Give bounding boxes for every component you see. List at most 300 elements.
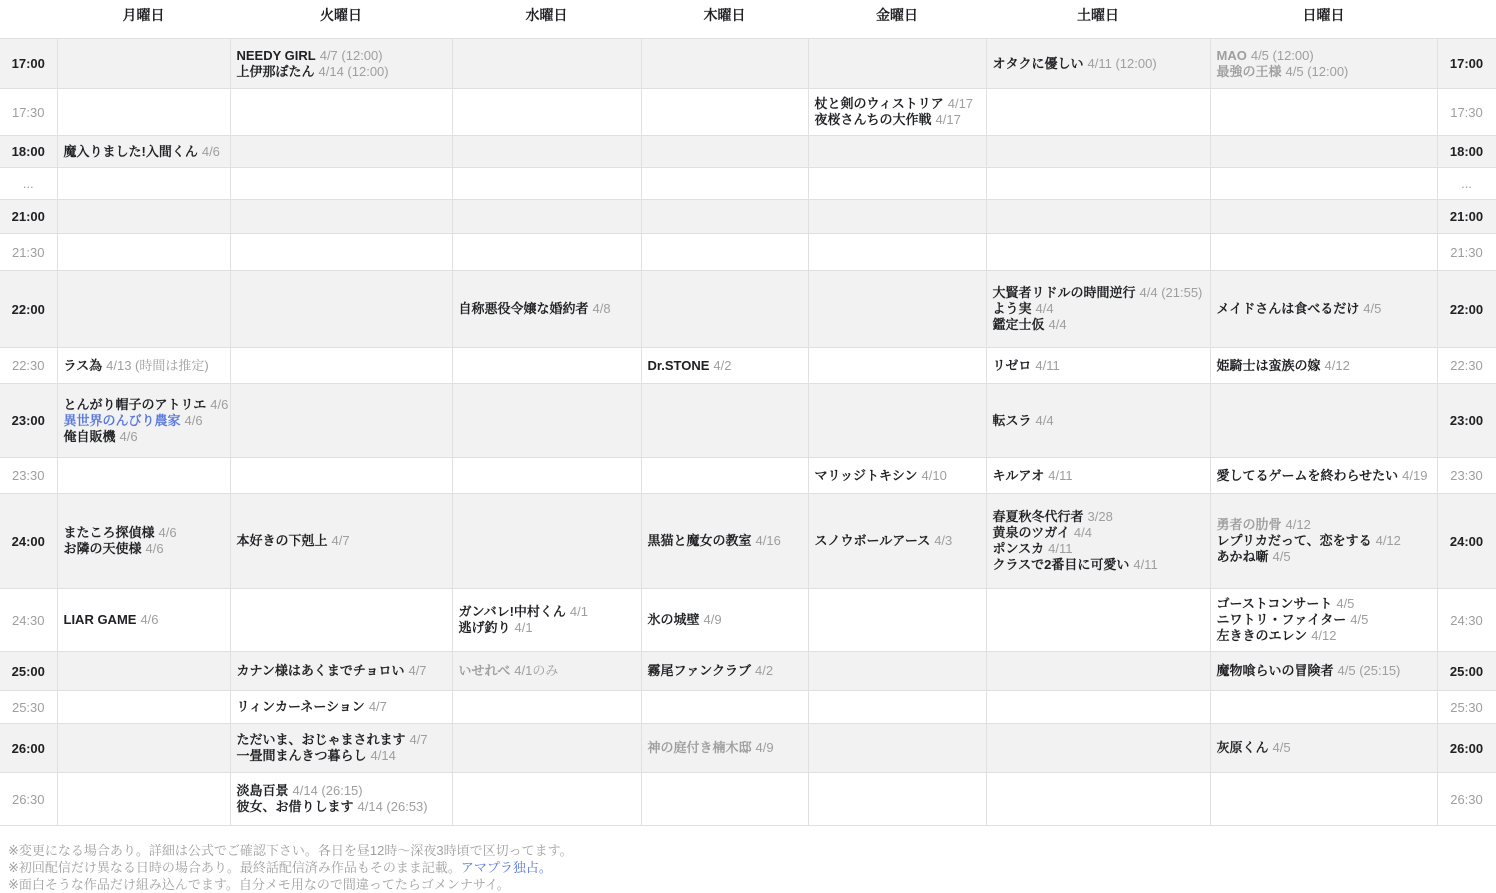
entry-date: 4/6 <box>210 396 229 412</box>
schedule-cell <box>230 39 452 89</box>
schedule-cell <box>808 691 986 724</box>
schedule-row <box>0 458 1496 494</box>
schedule-row <box>0 89 1496 136</box>
entry-date: 4/9 <box>755 740 774 755</box>
schedule-cell <box>57 773 230 826</box>
schedule-entry <box>237 748 446 764</box>
schedule-cell <box>808 494 986 589</box>
time-label: 21:30 <box>1437 234 1496 271</box>
time-label: 22:30 <box>0 348 57 384</box>
entry-title: 灰原くん <box>1216 740 1269 755</box>
entry-date: 4/2 <box>754 663 774 678</box>
entry-title: リゼロ <box>992 357 1032 373</box>
schedule-cell <box>986 724 1210 773</box>
schedule-cell <box>1210 691 1437 724</box>
entry-title: 一畳間まんきつ暮らし <box>236 748 367 763</box>
schedule-entry <box>64 144 224 160</box>
time-label: 21:30 <box>0 234 57 271</box>
schedule-cell <box>1210 589 1437 652</box>
schedule-entry <box>648 663 802 679</box>
entry-title: またころ探偵様 <box>63 525 155 540</box>
entry-title: お隣の天使様 <box>63 541 142 556</box>
time-label: 22:30 <box>1437 348 1496 384</box>
entry-title: Dr.STONE <box>647 357 710 373</box>
schedule-cell <box>452 200 641 234</box>
schedule-cell <box>452 384 641 458</box>
footer-note: ※面白そうな作品だけ組み込んでます。自分メモ用なので間違ってたらゴメンナサイ。 <box>8 877 510 892</box>
entry-title: 魔物喰らいの冒険者 <box>1216 663 1334 678</box>
entry-title: 左ききのエレン <box>1216 628 1308 643</box>
entry-title: NEEDY GIRL <box>236 47 316 63</box>
schedule-cell <box>986 271 1210 348</box>
time-label: 18:00 <box>1437 136 1496 168</box>
entry-date: 4/14 (26:15) <box>292 783 363 798</box>
schedule-cell <box>808 39 986 89</box>
entry-date: 4/4 <box>1035 301 1054 316</box>
schedule-cell <box>57 348 230 384</box>
schedule-entry <box>993 317 1204 333</box>
entry-title: 上伊那ぼたん <box>236 63 315 79</box>
schedule-cell <box>808 724 986 773</box>
time-label: 21:00 <box>0 200 57 234</box>
schedule-cell <box>1210 271 1437 348</box>
schedule-entry <box>648 740 802 756</box>
entry-date: 4/5 <box>1350 612 1369 627</box>
schedule-cell <box>57 494 230 589</box>
schedule-cell <box>452 691 641 724</box>
schedule-entry <box>993 509 1204 525</box>
time-label: 25:00 <box>1437 652 1496 691</box>
schedule-cell <box>452 494 641 589</box>
schedule-cell <box>1210 458 1437 494</box>
schedule-cell <box>57 724 230 773</box>
entry-title: 逃げ釣り <box>458 620 511 635</box>
entry-title: オタクに優しい <box>992 55 1084 71</box>
entry-date: 4/5 <box>1363 301 1382 316</box>
schedule-row <box>0 200 1496 234</box>
schedule-entry <box>237 64 446 80</box>
schedule-cell <box>230 168 452 200</box>
entry-date: 4/5 (12:00) <box>1285 63 1349 79</box>
footer-note: ※変更になる場合あり。詳細は公式でご確認下さい。各日を昼12時〜深夜3時頃で区切ってます。 <box>8 843 573 858</box>
schedule-cell <box>808 384 986 458</box>
schedule-cell <box>57 168 230 200</box>
day-header: 土曜日 <box>1077 7 1119 23</box>
schedule-table <box>0 38 1496 826</box>
amapura-exclusive-link[interactable]: アマプラ独占。 <box>460 860 552 875</box>
schedule-entry <box>237 732 446 748</box>
entry-title: とんがり帽子のアトリエ <box>63 396 207 412</box>
schedule-row <box>0 234 1496 271</box>
entry-date: 4/14 (26:53) <box>357 799 428 814</box>
entry-title: ガンバレ!中村くん <box>458 604 566 619</box>
schedule-entry <box>1217 663 1431 679</box>
entry-date: 4/5 <box>1272 549 1291 564</box>
entry-date: 4/11 <box>1048 467 1073 483</box>
schedule-entry <box>993 525 1204 541</box>
schedule-entry <box>815 533 980 549</box>
schedule-cell <box>452 234 641 271</box>
entry-title: 氷の城壁 <box>647 612 700 627</box>
schedule-entry <box>237 799 446 815</box>
schedule-cell <box>808 136 986 168</box>
entry-title: 神の庭付き楠木邸 <box>647 740 752 755</box>
schedule-cell <box>641 200 808 234</box>
entry-title: ニワトリ・ファイター <box>1216 612 1347 627</box>
entry-title: いせれべ <box>458 663 511 678</box>
schedule-cell <box>230 458 452 494</box>
schedule-cell <box>986 691 1210 724</box>
schedule-cell <box>1210 384 1437 458</box>
schedule-cell <box>986 652 1210 691</box>
time-label: 17:00 <box>1437 39 1496 89</box>
schedule-entry <box>993 56 1204 72</box>
schedule-cell <box>641 691 808 724</box>
entry-title: 俺自販機 <box>63 428 116 444</box>
entry-title: 鑑定士仮 <box>992 317 1045 332</box>
schedule-cell <box>230 200 452 234</box>
schedule-cell <box>1210 89 1437 136</box>
schedule-cell <box>452 271 641 348</box>
footer-notes <box>0 842 1496 893</box>
entry-title: ポンスカ <box>992 541 1045 556</box>
time-label: 17:00 <box>0 39 57 89</box>
time-label: 23:00 <box>1437 384 1496 458</box>
time-label: 23:30 <box>1437 458 1496 494</box>
schedule-row <box>0 724 1496 773</box>
schedule-cell <box>230 271 452 348</box>
entry-title: リィンカーネーション <box>236 699 365 714</box>
schedule-entry <box>237 663 446 679</box>
time-label: 23:00 <box>0 384 57 458</box>
schedule-cell <box>452 724 641 773</box>
schedule-entry <box>993 358 1204 374</box>
entry-title-link[interactable]: 異世界のんびり農家 <box>63 412 181 428</box>
schedule-cell <box>641 724 808 773</box>
schedule-entry <box>1217 628 1431 644</box>
schedule-entry <box>815 468 980 484</box>
entry-title: 夜桜さんちの大作戦 <box>814 112 932 127</box>
day-header-row <box>0 0 1496 38</box>
schedule-entry <box>459 301 635 317</box>
schedule-entry <box>63 396 229 413</box>
entry-date: 4/17 <box>947 96 974 111</box>
time-label: 22:00 <box>0 271 57 348</box>
entry-title: MAO <box>1216 47 1247 63</box>
schedule-cell <box>641 458 808 494</box>
schedule-cell <box>986 494 1210 589</box>
entry-title: LIAR GAME <box>63 612 137 627</box>
entry-title: 自称悪役令嬢な婚約者 <box>458 301 589 316</box>
entry-date: 4/6 <box>145 541 164 556</box>
schedule-cell <box>808 773 986 826</box>
schedule-cell <box>641 494 808 589</box>
schedule-entry <box>459 604 635 620</box>
schedule-cell <box>1210 39 1437 89</box>
entry-date: 4/7 <box>331 533 350 548</box>
entry-date: 4/9 <box>703 612 722 627</box>
entry-title: レプリカだって、恋をする <box>1216 533 1372 548</box>
schedule-entry <box>1217 468 1431 484</box>
schedule-entry <box>64 358 224 374</box>
entry-title: ラス為 <box>63 357 103 373</box>
schedule-entry <box>1217 740 1431 756</box>
schedule-cell <box>986 348 1210 384</box>
schedule-cell <box>230 691 452 724</box>
schedule-cell <box>986 384 1210 458</box>
schedule-cell <box>641 773 808 826</box>
entry-date: 4/7 <box>409 732 428 747</box>
day-header: 火曜日 <box>320 7 362 23</box>
entry-date: 4/11 <box>1035 357 1060 373</box>
schedule-cell <box>452 39 641 89</box>
entry-date: 4/6 <box>184 412 203 428</box>
schedule-cell <box>57 234 230 271</box>
schedule-cell <box>641 39 808 89</box>
time-label: 25:00 <box>0 652 57 691</box>
entry-title: よう実 <box>992 301 1032 316</box>
time-label: ... <box>0 168 57 200</box>
schedule-cell <box>57 458 230 494</box>
entry-date: 4/12 <box>1324 357 1350 373</box>
schedule-cell <box>641 589 808 652</box>
entry-title: 転スラ <box>992 412 1032 428</box>
schedule-entry <box>1217 358 1431 374</box>
schedule-row <box>0 39 1496 89</box>
entry-date: 4/4 <box>1073 525 1092 540</box>
entry-date: 4/8 <box>592 301 611 316</box>
schedule-cell <box>230 89 452 136</box>
schedule-entry <box>815 96 980 112</box>
entry-date: 4/5 <box>1272 740 1291 755</box>
entry-date: 4/7 <box>368 699 387 714</box>
schedule-row <box>0 691 1496 724</box>
entry-date: 4/11 <box>1133 557 1158 572</box>
schedule-cell <box>986 89 1210 136</box>
day-header: 月曜日 <box>122 7 165 23</box>
schedule-cell <box>1210 168 1437 200</box>
schedule-cell <box>1210 773 1437 826</box>
schedule-entry <box>237 699 446 715</box>
entry-title: 勇者の肋骨 <box>1216 517 1282 532</box>
schedule-cell <box>1210 136 1437 168</box>
schedule-cell <box>808 652 986 691</box>
entry-date: 4/3 <box>934 533 953 548</box>
entry-date: 4/4 <box>1035 412 1054 428</box>
schedule-cell <box>57 271 230 348</box>
schedule-cell <box>986 234 1210 271</box>
schedule-entry <box>648 533 802 549</box>
schedule-cell <box>808 348 986 384</box>
schedule-entry <box>64 525 224 541</box>
schedule-cell <box>1210 200 1437 234</box>
entry-title: 大賢者リドルの時間逆行 <box>992 285 1136 300</box>
schedule-cell <box>986 136 1210 168</box>
entry-title: キルアオ <box>992 467 1045 483</box>
schedule-cell <box>641 271 808 348</box>
schedule-cell <box>452 348 641 384</box>
entry-date: 4/6 <box>158 525 177 540</box>
time-label: ... <box>1437 168 1496 200</box>
schedule-cell <box>452 589 641 652</box>
schedule-cell <box>986 773 1210 826</box>
schedule-entry <box>1217 533 1431 549</box>
entry-date: 4/11 (12:00) <box>1087 55 1157 71</box>
schedule-entry <box>993 468 1204 484</box>
schedule-row <box>0 589 1496 652</box>
entry-date: 4/12 <box>1311 628 1337 643</box>
schedule-cell <box>230 589 452 652</box>
schedule-entry <box>1217 48 1431 64</box>
schedule-cell <box>57 589 230 652</box>
time-label: 18:00 <box>0 136 57 168</box>
schedule-entry <box>64 413 224 429</box>
schedule-cell <box>452 458 641 494</box>
schedule-cell <box>641 234 808 271</box>
entry-date: 4/12 <box>1375 533 1401 548</box>
entry-date: 4/11 <box>1048 541 1073 556</box>
schedule-cell <box>641 89 808 136</box>
time-label: 26:00 <box>0 724 57 773</box>
time-label: 24:00 <box>1437 494 1496 589</box>
schedule-cell <box>641 652 808 691</box>
schedule-cell <box>230 384 452 458</box>
entry-title: あかね噺 <box>1216 549 1269 564</box>
entry-date: 4/6 <box>140 612 159 627</box>
day-header: 日曜日 <box>1302 7 1345 23</box>
schedule-cell <box>641 136 808 168</box>
entry-date: 4/13 (時間は推定) <box>106 357 209 373</box>
entry-title: メイドさんは食べるだけ <box>1216 301 1360 316</box>
schedule-entry <box>1217 517 1431 533</box>
time-label: 26:30 <box>0 773 57 826</box>
time-label: 25:30 <box>0 691 57 724</box>
schedule-cell <box>808 89 986 136</box>
entry-date: 4/19 <box>1402 467 1428 483</box>
entry-date: 3/28 <box>1087 509 1113 524</box>
schedule-entry <box>993 541 1204 557</box>
day-header: 水曜日 <box>525 7 568 23</box>
schedule-cell <box>808 168 986 200</box>
schedule-cell <box>57 89 230 136</box>
schedule-entry <box>1217 549 1431 565</box>
schedule-entry <box>459 663 635 679</box>
entry-title: 彼女、お借りします <box>236 799 354 814</box>
schedule-cell <box>641 168 808 200</box>
time-label: 17:30 <box>0 89 57 136</box>
time-label: 22:00 <box>1437 271 1496 348</box>
entry-date: 4/6 <box>119 428 138 444</box>
entry-title: カナン様はあくまでチョロい <box>236 663 405 678</box>
schedule-cell <box>230 494 452 589</box>
time-label: 25:30 <box>1437 691 1496 724</box>
schedule-entry <box>237 783 446 799</box>
schedule-entry <box>64 612 224 628</box>
schedule-entry <box>1217 301 1431 317</box>
time-label: 24:00 <box>0 494 57 589</box>
entry-title: ただいま、おじゃまされます <box>236 732 406 747</box>
schedule-cell <box>1210 494 1437 589</box>
footer-note: ※初回配信だけ異なる日時の場合あり。最終話配信済み作品もそのまま記載。アマプラ独占。 <box>8 860 552 875</box>
entry-date: 4/16 <box>755 533 781 548</box>
entry-date: 4/14 (12:00) <box>318 63 389 79</box>
schedule-cell <box>230 136 452 168</box>
schedule-entry <box>1217 596 1431 612</box>
schedule-cell <box>986 39 1210 89</box>
day-header: 金曜日 <box>876 7 918 23</box>
entry-title: 淡島百景 <box>236 783 289 798</box>
entry-date: 4/1 <box>569 604 588 619</box>
schedule-cell <box>1210 652 1437 691</box>
schedule-cell <box>57 136 230 168</box>
entry-date: 4/5 <box>1336 596 1355 611</box>
entry-date: 4/14 <box>370 748 396 763</box>
entry-date: 4/5 (25:15) <box>1337 663 1401 678</box>
schedule-entry <box>648 612 802 628</box>
entry-date: 4/12 <box>1285 517 1311 532</box>
entry-title: 霧尾ファンクラブ <box>647 663 751 678</box>
schedule-row <box>0 652 1496 691</box>
entry-title: 黄泉のツガイ <box>992 525 1070 540</box>
schedule-entry <box>648 358 802 374</box>
day-header: 木曜日 <box>703 7 746 23</box>
schedule-entry <box>993 285 1204 301</box>
schedule-cell <box>1210 234 1437 271</box>
time-label: 24:30 <box>0 589 57 652</box>
entry-date: 4/2 <box>713 357 732 373</box>
schedule-entry <box>993 557 1204 573</box>
time-label: 26:30 <box>1437 773 1496 826</box>
schedule-cell <box>452 652 641 691</box>
schedule-cell <box>808 271 986 348</box>
schedule-cell <box>230 724 452 773</box>
entry-date: 4/7 <box>408 663 427 678</box>
schedule-row <box>0 384 1496 458</box>
schedule-cell <box>986 589 1210 652</box>
entry-title: マリッジトキシン <box>814 467 918 483</box>
schedule-cell <box>452 89 641 136</box>
entry-title: 春夏秋冬代行者 <box>992 509 1084 524</box>
entry-date: 4/1のみ <box>514 663 559 678</box>
schedule-entry <box>64 541 224 557</box>
entry-title: ゴーストコンサート <box>1216 596 1333 611</box>
entry-title: 最強の王様 <box>1216 63 1282 79</box>
schedule-entry <box>993 301 1204 317</box>
entry-title: クラスで2番目に可愛い <box>992 557 1130 572</box>
entry-date: 4/17 <box>935 112 961 127</box>
schedule-entry <box>1217 64 1431 80</box>
schedule-cell <box>452 773 641 826</box>
schedule-cell <box>57 384 230 458</box>
entry-date: 4/4 <box>1048 317 1067 332</box>
entry-title: スノウボールアース <box>814 533 931 548</box>
schedule-cell <box>452 136 641 168</box>
schedule-cell <box>986 200 1210 234</box>
schedule-cell <box>57 652 230 691</box>
schedule-entry <box>459 620 635 636</box>
time-label: 26:00 <box>1437 724 1496 773</box>
schedule-cell <box>1210 724 1437 773</box>
time-label: 17:30 <box>1437 89 1496 136</box>
schedule-row <box>0 773 1496 826</box>
schedule-entry <box>237 48 446 64</box>
entry-title: 姫騎士は蛮族の嫁 <box>1216 357 1321 373</box>
time-label: 21:00 <box>1437 200 1496 234</box>
schedule-row <box>0 168 1496 200</box>
entry-date: 4/6 <box>201 143 220 159</box>
entry-title: 本好きの下剋上 <box>236 533 328 548</box>
schedule-cell <box>986 168 1210 200</box>
